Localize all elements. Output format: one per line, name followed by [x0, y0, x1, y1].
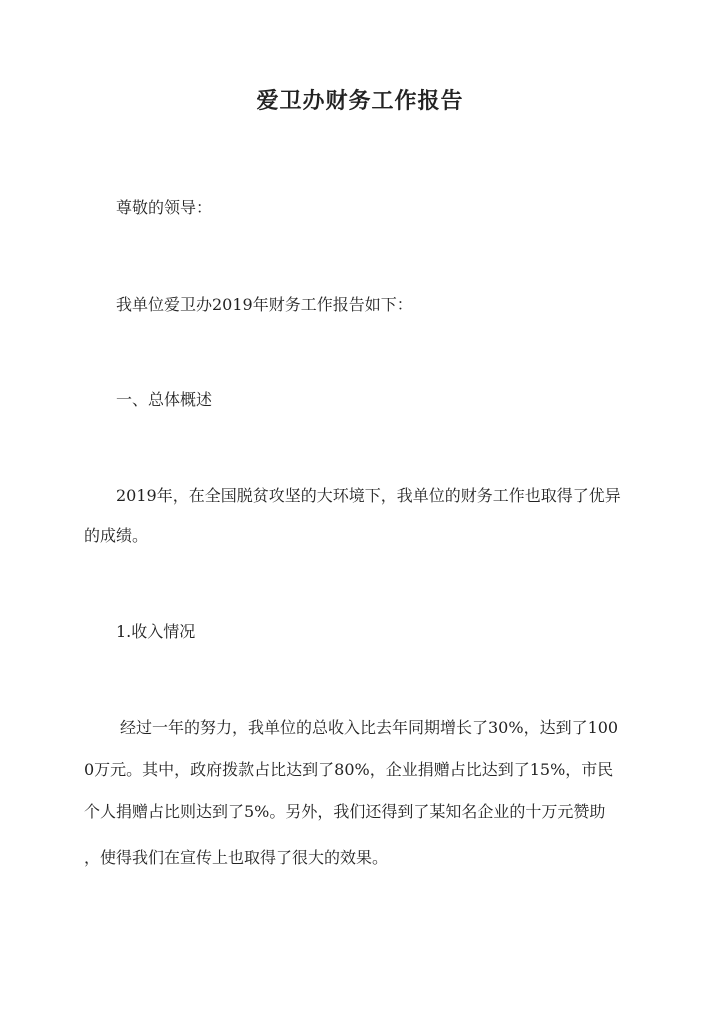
income-line: 个人捐赠占比则达到了5%。另外，我们还得到了某知名企业的十万元赞助 [84, 802, 606, 821]
subsection-heading: 1.收入情况 [116, 622, 196, 641]
overview-paragraph: 2019年，在全国脱贫攻坚的大环境下，我单位的财务工作也取得了优异的成绩。 [84, 486, 621, 545]
section-heading: 一、总体概述 [116, 390, 213, 409]
document-title: 爱卫办财务工作报告 [256, 88, 464, 114]
salutation: 尊敬的领导： [116, 198, 213, 217]
income-line: 经过一年的努力，我单位的总收入比去年同期增长了30%，达到了100 [120, 718, 619, 737]
income-line: ，使得我们在宣传上也取得了很大的效果。 [84, 848, 389, 867]
intro-paragraph: 我单位爱卫办2019年财务工作报告如下： [116, 295, 413, 314]
income-line: 0万元。其中，政府拨款占比达到了80%，企业捐赠占比达到了15%，市民 [84, 760, 614, 779]
